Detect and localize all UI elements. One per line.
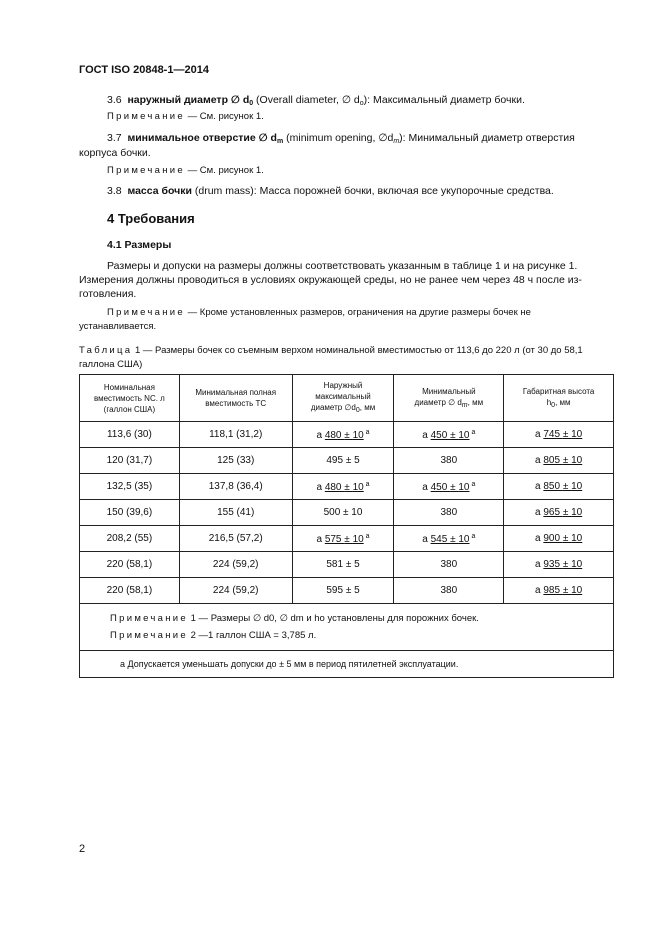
note-text: — См. рисунок 1. xyxy=(185,111,264,122)
cell-min-diameter: 380 xyxy=(394,500,504,526)
definition-text: ): Минимальный диаметр отверстия xyxy=(399,132,575,144)
english-subscript: o xyxy=(359,100,364,107)
table-footnote: а Допускается уменьшать допуски до ± 5 мм в период пятилетней эксплуатации. xyxy=(80,651,614,678)
table-note-1: Примечание 1 — Размеры ∅ d0, ∅ dm и ho установлены для порожних бочек. xyxy=(110,613,479,624)
table-row xyxy=(80,474,614,500)
paragraph-line: Измерения должны проводиться в условиях окружающей среды, но не ранее чем через 48 ч после из- xyxy=(79,274,582,286)
term-subscript: m xyxy=(276,138,284,145)
subsection-heading: 4.1 Размеры xyxy=(107,239,172,251)
cell-min-diameter: а 545 ± 10 $^а$ xyxy=(394,526,504,552)
cell-height: а 805 ± 10 xyxy=(504,448,614,474)
cell-min-capacity: 224 (59,2) xyxy=(179,578,292,604)
cell-outer-diameter: 495 ± 5 xyxy=(292,448,394,474)
caption-label: Таблица xyxy=(79,345,133,356)
cell-outer-diameter: а 480 ± 10 $^а$ xyxy=(292,474,394,500)
header-outer-diameter: Наружный максимальный диаметр $\emptyset d_0$, мм xyxy=(292,375,394,422)
clause-number: 3.7 xyxy=(107,132,122,144)
cell-nominal-capacity: 220 (58,1) xyxy=(80,552,180,578)
definition-text: ): Максимальный диаметр бочки. xyxy=(363,94,525,106)
page-number: 2 xyxy=(79,843,86,855)
note-text: — См. рисунок 1. xyxy=(185,165,264,176)
caption-text: 1 — Размеры бочек со съемным верхом номинальной вместимостью от 113,6 до 220 л (от 30 до 58,1 xyxy=(132,345,583,356)
table-header-row xyxy=(80,375,614,422)
header-min-capacity: Минимальная полная вместимость ТС xyxy=(179,375,292,422)
cell-min-diameter: а 450 ± 10 $^а$ xyxy=(394,474,504,500)
english-term: (Overall diameter, ∅ d xyxy=(253,94,360,106)
definition-3-8 xyxy=(107,184,554,199)
table-row xyxy=(80,578,614,604)
term: масса бочки xyxy=(127,185,192,197)
note-text: — Кроме установленных размеров, ограничения на другие размеры бочек не xyxy=(185,307,531,318)
term-subscript: 0 xyxy=(249,100,254,107)
cell-min-diameter: а 450 ± 10 $^а$ xyxy=(394,422,504,448)
table-caption-cont: галлона США) xyxy=(79,359,143,370)
term: минимальное отверстие ∅ d xyxy=(127,132,277,144)
cell-min-capacity: 224 (59,2) xyxy=(179,552,292,578)
cell-height: а 745 ± 10 xyxy=(504,422,614,448)
clause-number: 3.6 xyxy=(107,94,122,106)
paragraph-line: Размеры и допуски на размеры должны соответствовать указанным в таблице 1 и на рисунке 1. xyxy=(107,260,578,272)
cell-outer-diameter: а 480 ± 10 $^а$ xyxy=(292,422,394,448)
definition-3-6 xyxy=(107,93,525,111)
paragraph-line: готовления. xyxy=(79,288,137,300)
definition-3-7-cont: корпуса бочки. xyxy=(79,147,151,159)
cell-min-capacity: 216,5 (57,2) xyxy=(179,526,292,552)
note-3-7 xyxy=(107,164,264,178)
cell-nominal-capacity: 132,5 (35) xyxy=(80,474,180,500)
definition-text: (drum mass): Масса порожней бочки, включая все укупорочные средства. xyxy=(191,185,554,197)
header-height: Габаритная высота $h_0$, мм xyxy=(504,375,614,422)
header-nominal-capacity: Номинальная вместимость NC. л (галлон США) xyxy=(80,375,180,422)
cell-nominal-capacity: 220 (58,1) xyxy=(80,578,180,604)
cell-nominal-capacity: 208,2 (55) xyxy=(80,526,180,552)
cell-min-capacity: 125 (33) xyxy=(179,448,292,474)
document-header: ГОСТ ISO 20848-1—2014 xyxy=(79,64,209,76)
cell-outer-diameter: а 575 ± 10 $^а$ xyxy=(292,526,394,552)
table-notes-row xyxy=(80,604,614,651)
header-min-diameter: Минимальный диаметр ∅ $d_m$, мм xyxy=(394,375,504,422)
cell-height: а 850 ± 10 xyxy=(504,474,614,500)
cell-outer-diameter: 581 ± 5 xyxy=(292,552,394,578)
cell-outer-diameter: 500 ± 10 xyxy=(292,500,394,526)
english-subscript: m xyxy=(393,138,400,145)
cell-height: а 935 ± 10 xyxy=(504,552,614,578)
note-label: Примечание xyxy=(107,307,185,318)
table-note-2: Примечание 2 —1 галлон США = 3,785 л. xyxy=(110,630,317,641)
cell-nominal-capacity: 113,6 (30) xyxy=(80,422,180,448)
cell-nominal-capacity: 120 (31,7) xyxy=(80,448,180,474)
section-heading: 4 Требования xyxy=(107,211,195,226)
english-term: (minimum opening, ∅d xyxy=(283,132,394,144)
cell-min-capacity: 137,8 (36,4) xyxy=(179,474,292,500)
cell-min-diameter: 380 xyxy=(394,552,504,578)
note-label: Примечание xyxy=(107,111,185,122)
table-row xyxy=(80,448,614,474)
cell-outer-diameter: 595 ± 5 xyxy=(292,578,394,604)
term: наружный диаметр ∅ d xyxy=(127,94,250,106)
cell-min-diameter: 380 xyxy=(394,448,504,474)
dimensions-table xyxy=(79,374,614,678)
cell-min-capacity: 118,1 (31,2) xyxy=(179,422,292,448)
cell-nominal-capacity: 150 (39,6) xyxy=(80,500,180,526)
note-4 xyxy=(107,306,613,320)
note-label: Примечание xyxy=(107,165,185,176)
clause-number: 3.8 xyxy=(107,185,122,197)
table-footnote-row xyxy=(80,651,614,678)
note-3-6 xyxy=(107,110,264,124)
cell-min-capacity: 155 (41) xyxy=(179,500,292,526)
cell-height: а 965 ± 10 xyxy=(504,500,614,526)
table-notes xyxy=(80,604,614,651)
cell-min-diameter: 380 xyxy=(394,578,504,604)
definition-3-7 xyxy=(107,131,575,149)
table-caption xyxy=(79,344,583,358)
note-4-cont: устанавливается. xyxy=(79,321,157,332)
table-row xyxy=(80,422,614,448)
table-row xyxy=(80,500,614,526)
table-row xyxy=(80,526,614,552)
cell-height: а 900 ± 10 xyxy=(504,526,614,552)
cell-height: а 985 ± 10 xyxy=(504,578,614,604)
table-row xyxy=(80,552,614,578)
